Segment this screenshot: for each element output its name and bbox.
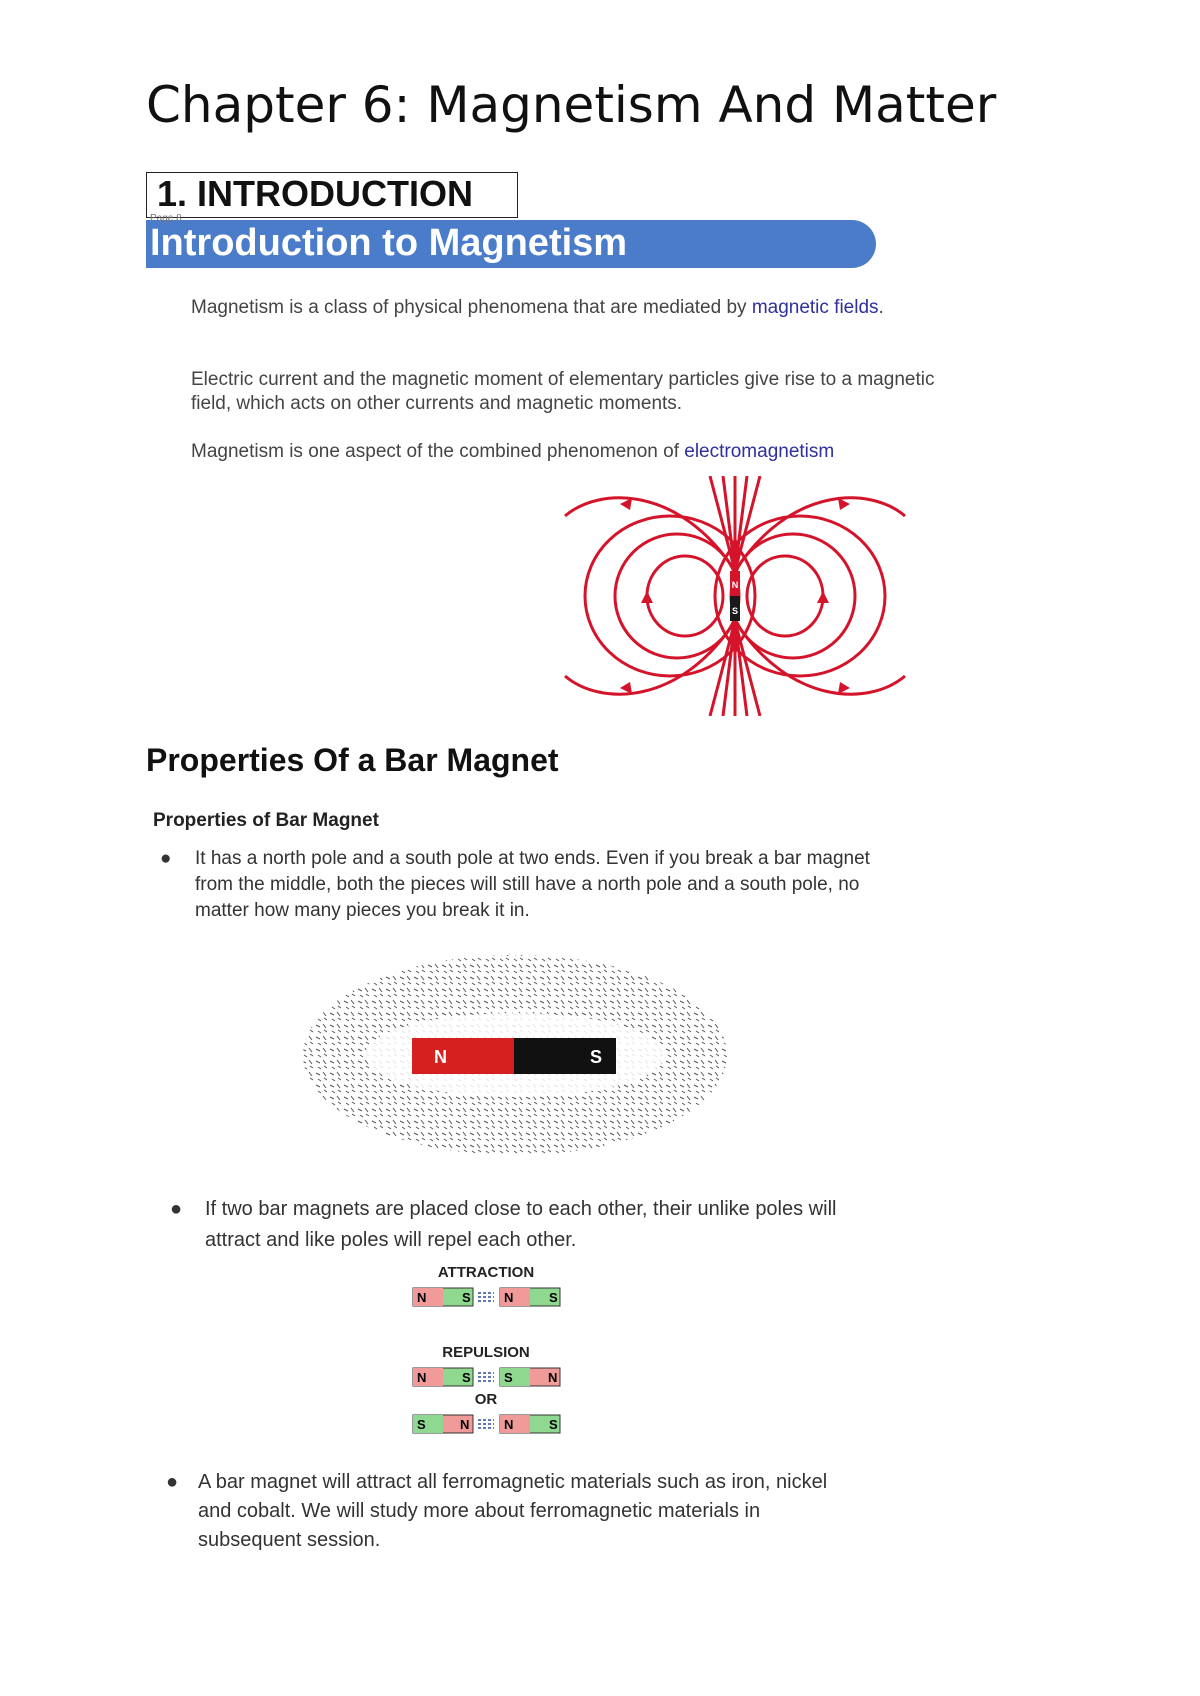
repulsion-label: REPULSION — [442, 1344, 530, 1361]
svg-text:N: N — [417, 1370, 427, 1385]
section-heading: 1. INTRODUCTION — [146, 172, 518, 218]
svg-text:N: N — [548, 1370, 558, 1385]
intro-banner — [146, 220, 876, 268]
svg-text:S: S — [504, 1370, 513, 1385]
electromagnetism-link[interactable]: electromagnetism — [684, 441, 835, 462]
bar-magnet-north — [412, 1038, 514, 1074]
intro-p3-text: Magnetism is one aspect of the combined phenomenon of — [191, 441, 679, 462]
chapter-title: Chapter 6: Magnetism And Matter — [146, 76, 997, 134]
intro-p1-text: Magnetism is a class of physical phenomena that are mediated by — [191, 297, 747, 318]
intro-banner-title: Introduction to Magnetism — [150, 222, 628, 264]
attraction-magnets — [412, 1286, 562, 1308]
repulsion-magnets-1 — [412, 1366, 562, 1388]
svg-text:S: S — [462, 1370, 471, 1385]
bar-magnet-north-label: N — [434, 1047, 447, 1067]
bar-magnet-filings-image — [300, 950, 730, 1160]
properties-heading: Properties Of a Bar Magnet — [146, 742, 559, 778]
svg-text:N: N — [460, 1417, 470, 1432]
svg-text:S: S — [549, 1290, 558, 1305]
svg-text:N: N — [504, 1417, 514, 1432]
bullet-text-2: If two bar magnets are placed close to each other, their unlike poles will attract and like poles will repel each other. — [205, 1198, 837, 1251]
repulsion-magnets-2 — [412, 1413, 562, 1435]
svg-text:N: N — [417, 1290, 427, 1305]
properties-subheading: Properties of Bar Magnet — [153, 810, 379, 831]
svg-text:S: S — [549, 1417, 558, 1432]
intro-paragraph-2: Electric current and the magnetic moment of elementary particles give rise to a magnetic field, which acts on other currents and magnetic moments. — [191, 369, 935, 414]
svg-text:S: S — [462, 1290, 471, 1305]
bullet-dot: ● — [170, 1198, 183, 1220]
bullet-dot: ● — [160, 848, 172, 869]
bullet-text-1: It has a north pole and a south pole at two ends. Even if you break a bar magnet from the middle, both the pieces will still have a north pole and a south pole, no matter how many pieces you break it in. — [195, 848, 870, 921]
intro-paragraph-3 — [191, 440, 941, 464]
magnetic-fields-link[interactable]: magnetic fields — [751, 297, 879, 318]
attraction-label: ATTRACTION — [437, 1264, 535, 1281]
page-tag: Page 8 — [150, 213, 182, 224]
intro-p1-end: . — [878, 297, 884, 318]
bullet-text-3: A bar magnet will attract all ferromagnetic materials such as iron, nickel and cobalt. We will study more about ferromagnetic materials in subsequent session. — [198, 1471, 828, 1551]
bar-magnet-south-label: S — [590, 1047, 603, 1067]
svg-text:N: N — [504, 1290, 514, 1305]
small-magnet-north-label: N — [731, 580, 739, 590]
small-magnet-south-label: S — [731, 606, 739, 616]
magnetic-field-diagram — [560, 476, 910, 716]
poles-diagram — [386, 1264, 586, 1444]
intro-paragraph-1 — [191, 296, 941, 320]
bullet-dot: ● — [166, 1471, 179, 1493]
or-label: OR — [474, 1391, 498, 1408]
svg-text:S: S — [417, 1417, 426, 1432]
